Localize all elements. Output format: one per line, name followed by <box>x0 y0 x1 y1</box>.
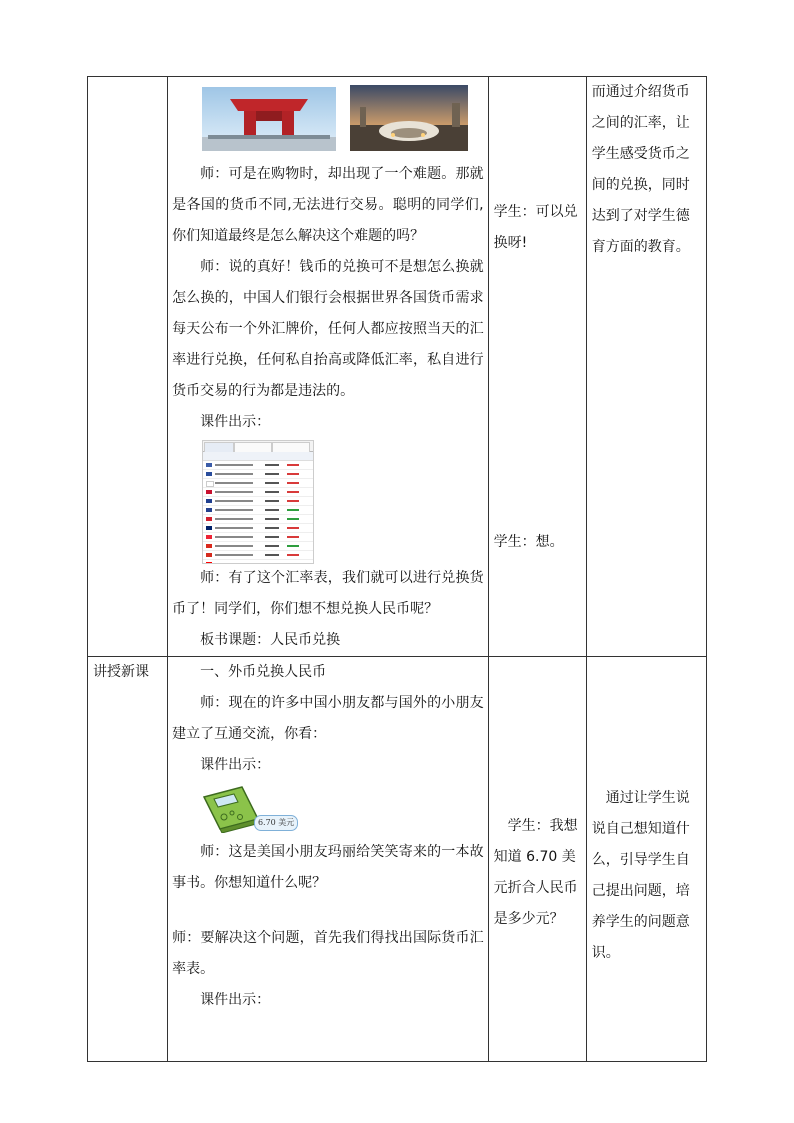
design-intent-cell <box>586 77 706 657</box>
teacher-text: 师：要解决这个问题，首先我们得找出国际货币汇率表。 <box>172 930 484 977</box>
teacher-text: 课件出示： <box>200 757 271 773</box>
expo-images <box>168 77 488 159</box>
student-activity-cell <box>488 657 586 1062</box>
expo-night-image <box>350 85 468 151</box>
stage-cell <box>88 77 168 657</box>
student-text: 学生：可以兑换呀! <box>493 204 578 251</box>
table-row <box>88 77 707 657</box>
stage-cell <box>88 657 168 1062</box>
design-intent-text: 通过让学生说说自己想知道什么，引导学生自己提出问题，培养学生的问题意识。 <box>591 790 690 961</box>
student-text: 学生：我想知道 6.70 美元折合人民币是多少元？ <box>493 818 578 927</box>
design-intent-cell <box>586 657 706 1062</box>
teacher-text: 课件出示： <box>200 992 271 1008</box>
teacher-text: 师：说的真好！钱币的兑换可不是想怎么换就怎么换的，中国人们银行会根据世界各国货币需求每天公布一个外汇牌价，任何人都应按照当天的汇率进行兑换，任何私自抬高或降低汇率，私自进行货币交易的行为都是违法的。 <box>172 259 484 399</box>
teacher-text: 板书课题：人民币兑换 <box>200 632 341 648</box>
teacher-activity-cell <box>168 77 489 657</box>
teacher-text: 师：现在的许多中国小朋友都与国外的小朋友建立了互通交流，你看： <box>172 695 484 742</box>
china-pavilion-image <box>202 87 336 151</box>
stage-label: 讲授新课 <box>93 664 149 680</box>
teacher-text: 课件出示： <box>200 414 271 430</box>
lesson-plan-table <box>87 76 707 1062</box>
teacher-text: 一、外币兑换人民币 <box>200 664 327 680</box>
teacher-text: 师：有了这个汇率表，我们就可以进行兑换货币了！同学们，你们想不想兑换人民币呢？ <box>172 570 484 617</box>
teacher-activity-cell <box>168 657 489 1062</box>
student-text: 学生：想。 <box>493 534 564 550</box>
design-intent-text: 而通过介绍货币之间的汇率，让学生感受货币之间的兑换，同时达到了对学生德育方面的教育。 <box>591 84 690 255</box>
teacher-text: 师：可是在购物时，却出现了一个难题。那就是各国的货币不同,无法进行交易。聪明的同学们,你们知道最终是怎么解决这个难题的吗？ <box>172 166 484 244</box>
exchange-rate-screenshot <box>202 440 314 564</box>
table-row <box>88 657 707 1062</box>
teacher-text: 师：这是美国小朋友玛丽给笑笑寄来的一本故事书。你想知道什么呢？ <box>172 844 484 891</box>
student-activity-cell <box>488 77 586 657</box>
price-tag: 6.70 美元 <box>254 815 298 831</box>
